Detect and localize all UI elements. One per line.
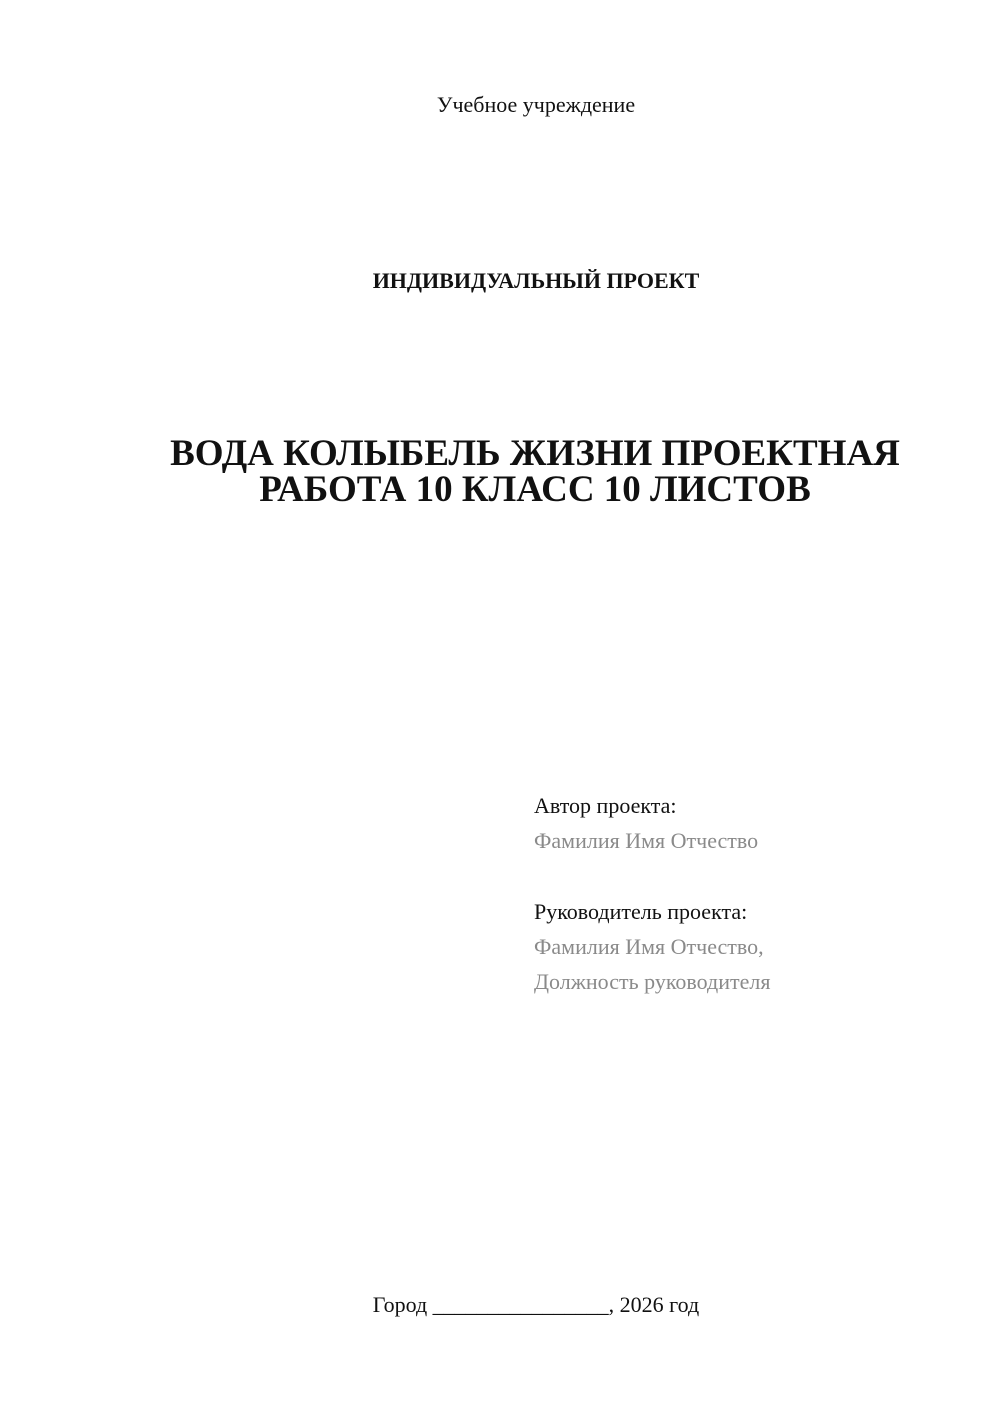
project-info-block [534,788,974,999]
project-type-heading: ИНДИВИДУАЛЬНЫЙ ПРОЕКТ [372,268,700,293]
author-label: Автор проекта: [534,793,677,818]
project-title-line-1: ВОДА КОЛЫБЕЛЬ ЖИЗНИ ПРОЕКТНАЯ [170,433,900,474]
institution-name: Учебное учреждение [436,92,636,117]
supervisor-position: Должность руководителя [534,969,771,994]
info-spacer [534,858,974,894]
supervisor-label: Руководитель проекта: [534,899,748,924]
project-title-line-2: РАБОТА 10 КЛАСС 10 ЛИСТОВ [259,469,811,510]
city-year-line: Город ________________, 2026 год [372,1292,700,1317]
supervisor-name: Фамилия Имя Отчество, [534,934,764,959]
project-title [150,433,920,510]
author-name: Фамилия Имя Отчество [534,828,759,853]
